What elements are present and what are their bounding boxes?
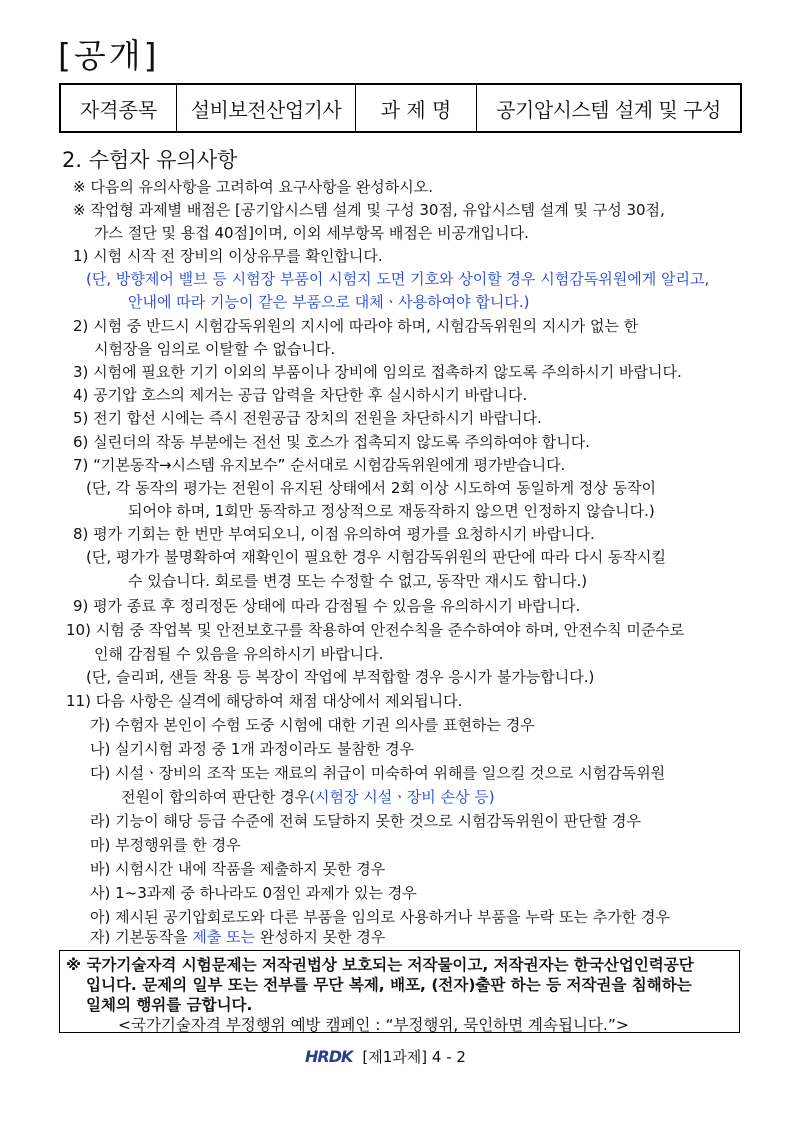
disqualify-text: 전원이 합의하여 판단한 경우 (121, 788, 310, 806)
cell-qualification-value: 설비보전산업기사 (177, 84, 356, 132)
cell-task-label: 과 제 명 (356, 84, 477, 132)
copyright-notice (59, 950, 740, 1033)
note-line: (단, 각 동작의 평가는 전원이 유지된 상태에서 2회 이상 시도하여 동일하게 정상 동작이 (86, 479, 657, 497)
disqualify-highlight: (시험장 시설ㆍ장비 손상 등) (309, 788, 495, 806)
note-line: 11) 다음 사항은 실격에 해당하여 채점 대상에서 제외됩니다. (66, 692, 463, 710)
note-line: 8) 평가 기회는 한 번만 부여되오니, 이점 유의하여 평가를 요청하시기 바랍니다. (73, 525, 595, 543)
note-line: 수 있습니다. 회로를 변경 또는 수정할 수 없고, 동작만 재시도 합니다.) (128, 572, 588, 590)
note-line: 4) 공기압 호스의 제거는 공급 압력을 차단한 후 실시하시기 바랍니다. (73, 386, 528, 404)
note-line: 6) 실린더의 작동 부분에는 전선 및 호스가 접촉되지 않도록 주의하여야 합니다. (73, 433, 591, 451)
note-line: 시험장을 임의로 이탈할 수 없습니다. (94, 340, 336, 358)
notice-line: 일체의 행위를 금합니다. (86, 996, 253, 1014)
section-title: 2. 수험자 유의사항 (62, 148, 238, 172)
note-line: 가스 절단 및 용접 40점]이며, 이외 세부항목 배점은 비공개입니다. (94, 224, 529, 242)
note-line: 3) 시험에 필요한 기기 이외의 부품이나 장비에 임의로 접촉하지 않도록 주의하시기 바랍니다. (73, 363, 682, 381)
note-line: 인해 감점될 수 있음을 유의하시기 바랍니다. (94, 645, 384, 663)
notice-line: 입니다. 문제의 일부 또는 전부를 무단 복제, 배포, (전자)출판 하는 등 저작권을 침해하는 (86, 976, 692, 994)
disqualify-item (90, 926, 385, 949)
note-line: (단, 평가가 불명확하여 재확인이 필요한 경우 시험감독위원의 판단에 따라 다시 동작시킬 (86, 548, 666, 566)
disqualify-item: 사) 1~3과제 중 하나라도 0점인 과제가 있는 경우 (90, 884, 417, 902)
page-footer (305, 1046, 466, 1067)
cell-task-value: 공기압시스템 설계 및 구성 (477, 84, 742, 132)
subject-info-table (59, 83, 742, 133)
notice-line: ※ 국가기술자격 시험문제는 저작권법상 보호되는 저작물이고, 저작권자는 한국산업인력공단 (66, 956, 694, 974)
disqualify-item: 바) 시험시간 내에 작품을 제출하지 못한 경우 (90, 860, 386, 878)
disqualify-item: 라) 기능이 해당 등급 수준에 전혀 도달하지 못한 것으로 시험감독위원이 판단할 경우 (90, 812, 641, 830)
cell-qualification-label: 자격종목 (60, 84, 177, 132)
note-line: 2) 시험 중 반드시 시험감독위원의 지시에 따라야 하며, 시험감독위원의 지시가 없는 한 (73, 317, 639, 335)
campaign-line: <국가기술자격 부정행위 예방 캠페인 : “부정행위, 묵인하면 계속됩니다.”> (118, 1016, 629, 1034)
note-line: 5) 전기 합선 시에는 즉시 전원공급 장치의 전원을 차단하시기 바랍니다. (73, 409, 542, 427)
disqualify-item: 마) 부정행위를 한 경우 (90, 836, 241, 854)
disqualify-item: 아) 제시된 공기압회로도와 다른 부품을 임의로 사용하거나 부품을 누락 또는 추가한 경우 (90, 908, 670, 926)
disqualify-item-cont (121, 786, 495, 809)
note-line: 1) 시험 시작 전 장비의 이상유무를 확인합니다. (73, 247, 383, 265)
page-number: [제1과제] 4 - 2 (362, 1048, 466, 1066)
disqualify-text: 자) 기본동작을 (90, 928, 188, 946)
hrdk-logo: HRDK (305, 1047, 353, 1066)
note-line: (단, 슬리퍼, 샌들 착용 등 복장이 작업에 부적합할 경우 응시가 불가능합니다.) (86, 668, 595, 686)
note-line: 9) 평가 종료 후 정리정돈 상태에 따라 감점될 수 있음을 유의하시기 바랍니다. (73, 597, 581, 615)
disclosure-stamp: [공개] (58, 36, 160, 75)
disqualify-item: 나) 실기시험 과정 중 1개 과정이라도 불참한 경우 (90, 740, 415, 758)
disqualify-highlight: 제출 또는 (192, 928, 256, 946)
note-line: ※ 다음의 유의사항을 고려하여 요구사항을 완성하시오. (73, 178, 433, 196)
disqualify-item: 다) 시설ㆍ장비의 조작 또는 재료의 취급이 미숙하여 위해를 일으킬 것으로 시험감독위원 (90, 764, 666, 782)
note-line: 10) 시험 중 작업복 및 안전보호구를 착용하여 안전수칙을 준수하여야 하며, 안전수칙 미준수로 (66, 621, 685, 639)
note-line: ※ 작업형 과제별 배점은 [공기압시스템 설계 및 구성 30점, 유압시스템 설계 및 구성 30점, (73, 201, 665, 219)
note-line-highlight: (단, 방향제어 밸브 등 시험장 부품이 시험지 도면 기호와 상이할 경우 시험감독위원에게 알리고, (86, 270, 710, 288)
note-line: 7) “기본동작→시스템 유지보수” 순서대로 시험감독위원에게 평가받습니다. (73, 456, 566, 474)
note-line: 되어야 하며, 1회만 동작하고 정상적으로 재동작하지 않으면 인정하지 않습니다.) (128, 502, 655, 520)
disqualify-item: 가) 수험자 본인이 수험 도중 시험에 대한 기권 의사를 표현하는 경우 (90, 716, 535, 734)
note-line-highlight: 안내에 따라 기능이 같은 부품으로 대체ㆍ사용하여야 합니다.) (128, 293, 530, 311)
disqualify-text: 완성하지 못한 경우 (259, 928, 386, 946)
